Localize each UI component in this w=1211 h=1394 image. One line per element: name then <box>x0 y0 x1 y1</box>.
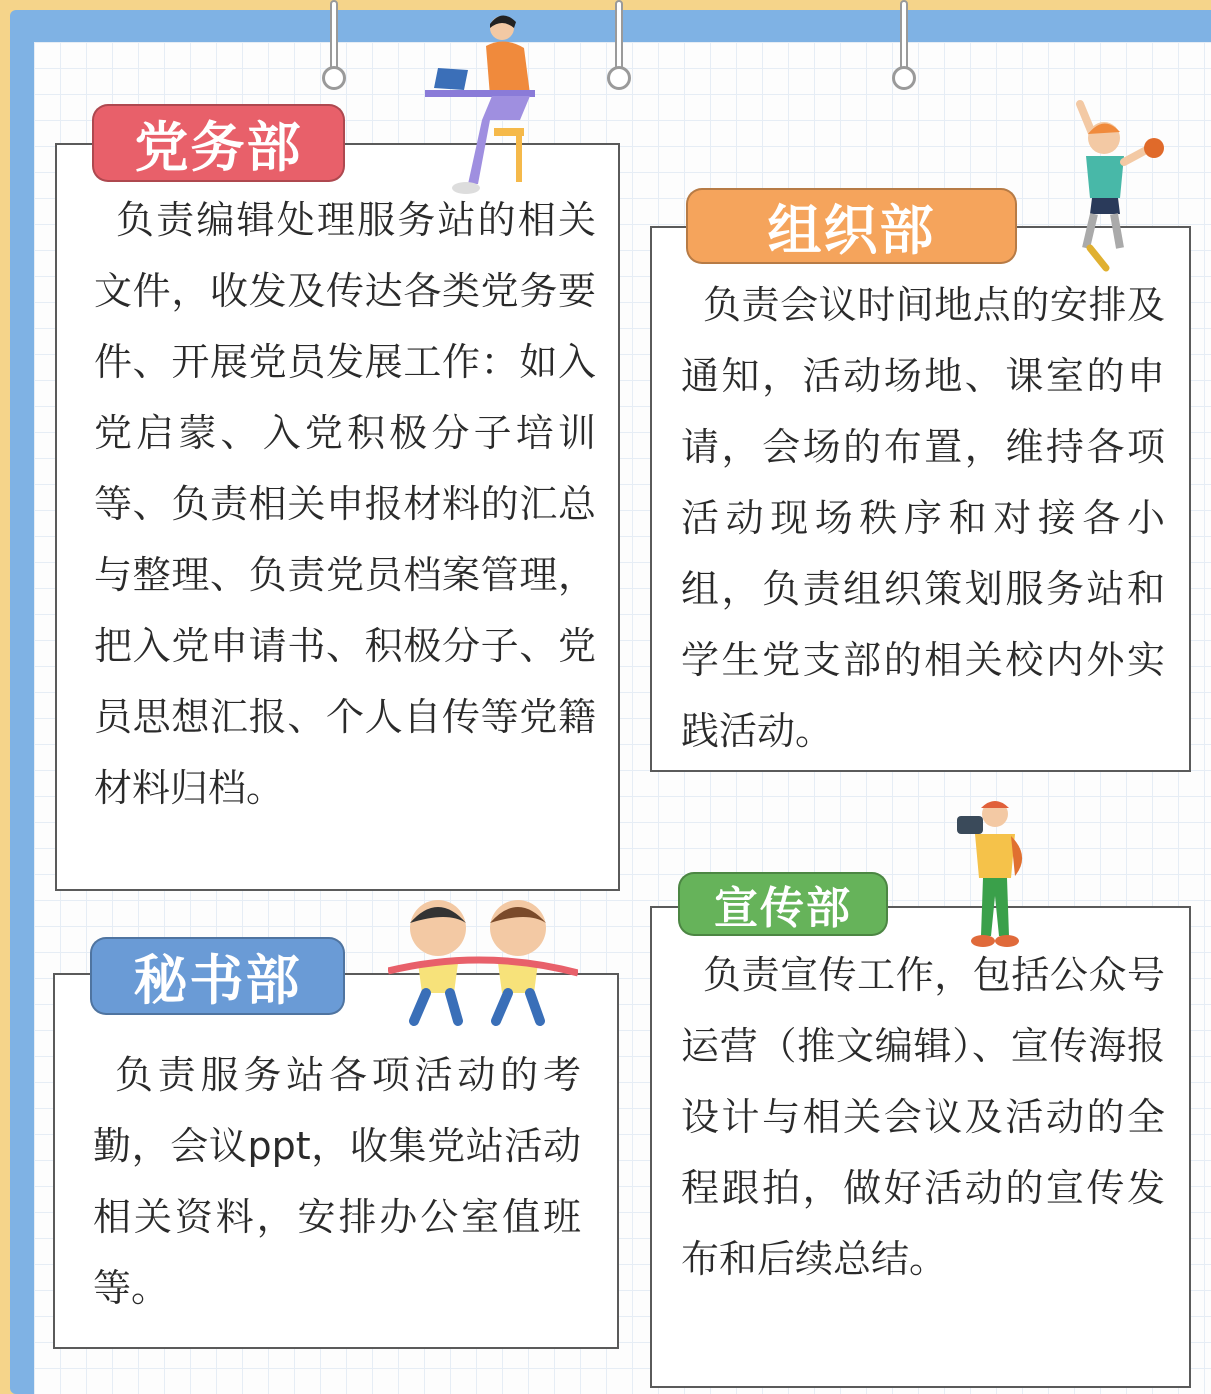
zuzhi-description: 负责会议时间地点的安排及通知，活动场地、课室的申请，会场的布置，维持各项活动现场秩序和对接各小组，负责组织策划服务站和学生党支部的相关校内外实践活动。 <box>681 283 1165 753</box>
binder-ring <box>320 0 348 100</box>
dangwu-description: 负责编辑处理服务站的相关文件，收发及传达各类党务要件、开展党员发展工作：如入党启蒙、入党积极分子培训等、负责相关申报材料的汇总与整理、负责党员档案管理，把入党申请书、积极分子、党员思想汇报、个人自传等党籍材料归档。 <box>94 198 596 810</box>
xuanchuan-title: 宣传部 <box>678 872 888 936</box>
photographer-illustration <box>945 796 1035 951</box>
binder-ring <box>890 0 918 100</box>
jumping-kid-illustration <box>1050 98 1170 278</box>
mishu-title: 秘书部 <box>90 937 345 1015</box>
zuzhi-title: 组织部 <box>686 188 1017 264</box>
running-kids-illustration <box>388 893 578 1028</box>
binder-ring <box>605 0 633 100</box>
xuanchuan-description: 负责宣传工作，包括公众号运营（推文编辑）、宣传海报设计与相关会议及活动的全程跟拍，做好活动的宣传发布和后续总结。 <box>681 953 1165 1281</box>
laptop-worker-illustration <box>420 8 550 198</box>
dangwu-title: 党务部 <box>92 104 345 182</box>
mishu-description: 负责服务站各项活动的考勤，会议ppt，收集党站活动相关资料，安排办公室值班等。 <box>93 1053 581 1310</box>
